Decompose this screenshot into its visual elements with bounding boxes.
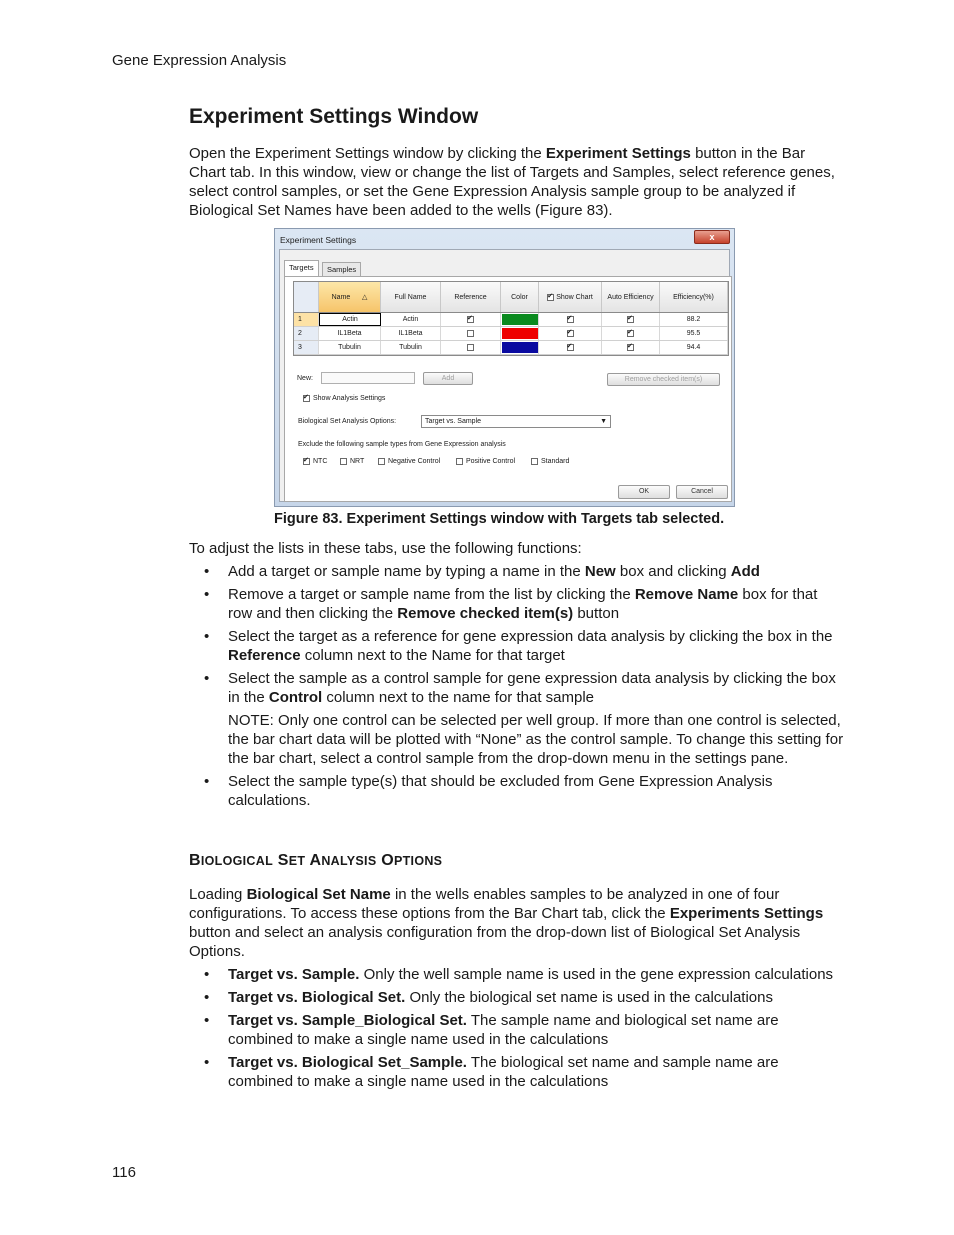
cell-auto-efficiency	[602, 313, 660, 326]
item-text: Remove a target or sample name from the list by clicking the	[228, 586, 635, 603]
col-name-label: Name	[331, 293, 351, 301]
title-part: O	[381, 852, 394, 869]
figure-caption: Figure 83. Experiment Settings window with Targets tab selected.	[274, 511, 725, 527]
cell-color	[501, 341, 539, 354]
show-analysis-checkbox[interactable]	[303, 395, 310, 402]
window-titlebar	[275, 229, 734, 249]
item-keyword: Target vs. Biological Set_Sample.	[228, 1054, 467, 1071]
item-text: Add a target or sample name by typing a name in the	[228, 563, 585, 580]
bullet-glyph: •	[204, 586, 210, 603]
para-keyword: Experiments Settings	[669, 905, 824, 922]
col-header-auto-efficiency[interactable]: Auto Efficiency	[602, 282, 660, 312]
show-chart-all-checkbox[interactable]	[547, 294, 554, 301]
exclude-option-ntc[interactable]	[303, 458, 327, 465]
color-swatch[interactable]	[502, 328, 538, 339]
section-title: Experiment Settings Window	[189, 105, 479, 128]
options-list	[189, 965, 844, 1095]
table-row[interactable]	[294, 341, 728, 355]
item-text: Only the well sample name is used in the gene expression calculations	[359, 966, 834, 983]
new-name-input[interactable]	[321, 372, 415, 384]
functions-list	[189, 562, 844, 814]
list-item	[189, 585, 844, 623]
row-index[interactable]: 1	[294, 313, 319, 326]
show-analysis-label: Show Analysis Settings	[313, 395, 386, 402]
exclude-label: Exclude the following sample types from Gene Expression analysis	[298, 441, 506, 448]
close-icon[interactable]: x	[694, 230, 730, 244]
cancel-button[interactable]: Cancel	[676, 485, 728, 499]
bullet-glyph: •	[204, 563, 210, 580]
bullet-glyph: •	[204, 773, 210, 790]
show-analysis-settings-option[interactable]	[303, 395, 385, 402]
standard-checkbox[interactable]	[531, 458, 538, 465]
row-index[interactable]: 3	[294, 341, 319, 354]
intro-text-2: button in the Bar Chart tab. In this window, view or change the list of Targets and Samples, select reference genes, select control samples, or set the Gene Expression Analysis sample group to be analyzed if Biological Set Names have been added to the wells (Figure 83).	[189, 145, 835, 219]
experiment-settings-window	[274, 228, 735, 507]
title-part: ET	[288, 854, 306, 868]
subsection-title	[189, 852, 442, 870]
negative-control-label: Negative Control	[388, 458, 441, 465]
item-text: box and clicking	[615, 563, 731, 580]
cell-full-name[interactable]: Actin	[381, 313, 441, 326]
auto-efficiency-checkbox[interactable]	[627, 316, 634, 323]
reference-checkbox[interactable]	[467, 330, 474, 337]
list-item	[189, 772, 844, 810]
cell-efficiency[interactable]: 88.2	[660, 313, 728, 326]
bio-set-paragraph	[189, 885, 844, 961]
item-text: Select the sample as a control sample for gene expression data analysis by clicking the box in the	[228, 670, 836, 706]
list-item	[189, 562, 844, 581]
item-text: button	[573, 605, 620, 622]
nrt-checkbox[interactable]	[340, 458, 347, 465]
table-row[interactable]	[294, 313, 728, 327]
col-header-efficiency[interactable]: Efficiency(%)	[660, 282, 728, 312]
item-keyword: Remove Name	[634, 586, 739, 603]
cell-auto-efficiency	[602, 341, 660, 354]
col-header-color[interactable]: Color	[501, 282, 539, 312]
exclude-option-negative-control[interactable]	[378, 458, 440, 465]
list-item	[189, 1053, 844, 1091]
tab-targets[interactable]: Targets	[284, 260, 319, 277]
title-part: IOLOGICAL	[200, 854, 273, 868]
cell-name[interactable]: IL1Beta	[319, 327, 381, 340]
item-keyword: Target vs. Biological Set.	[228, 989, 406, 1006]
exclude-option-standard[interactable]	[531, 458, 569, 465]
grid-header	[294, 282, 728, 313]
new-label: New:	[297, 375, 313, 382]
ntc-checkbox[interactable]	[303, 458, 310, 465]
cell-name[interactable]: Tubulin	[319, 341, 381, 354]
window-title: Experiment Settings	[280, 235, 357, 245]
cell-reference	[441, 313, 501, 326]
item-keyword: Add	[730, 563, 760, 580]
item-keyword: Remove checked item(s)	[397, 605, 574, 622]
bullet-glyph: •	[204, 966, 210, 983]
remove-checked-button[interactable]: Remove checked item(s)	[607, 373, 720, 386]
item-text: column next to the Name for that target	[300, 647, 565, 664]
title-part: B	[189, 852, 201, 869]
bio-set-options-dropdown[interactable]	[421, 415, 611, 428]
cell-auto-efficiency	[602, 327, 660, 340]
page-number: 116	[112, 1164, 136, 1181]
tab-samples[interactable]: Samples	[322, 262, 361, 277]
reference-checkbox[interactable]	[467, 344, 474, 351]
title-part: NALYSIS	[321, 854, 377, 868]
show-chart-checkbox[interactable]	[567, 316, 574, 323]
intro-text: Open the Experiment Settings window by clicking the	[189, 145, 546, 162]
color-swatch[interactable]	[502, 314, 538, 325]
intro-keyword: Experiment Settings	[545, 145, 691, 162]
negative-control-checkbox[interactable]	[378, 458, 385, 465]
running-header: Gene Expression Analysis	[112, 52, 287, 69]
item-keyword: New	[584, 563, 616, 580]
item-text: column next to the name for that sample	[322, 689, 595, 706]
list-item	[189, 965, 844, 984]
cell-efficiency[interactable]: 94.4	[660, 341, 728, 354]
col-header-full-name[interactable]: Full Name	[381, 282, 441, 312]
bullet-glyph: •	[204, 628, 210, 645]
cell-name[interactable]: Actin	[319, 313, 381, 326]
row-index[interactable]: 2	[294, 327, 319, 340]
exclude-option-positive-control[interactable]	[456, 458, 515, 465]
title-part: PTIONS	[393, 854, 443, 868]
para-keyword: Biological Set Name	[246, 886, 391, 903]
list-item	[189, 669, 844, 768]
item-text: The sample name and biological set name are combined to make a single name used in the calculations	[228, 1012, 779, 1048]
ok-button[interactable]: OK	[618, 485, 670, 499]
list-item	[189, 1011, 844, 1049]
cell-efficiency[interactable]: 95.5	[660, 327, 728, 340]
para-text: Loading	[189, 886, 247, 903]
window-body	[279, 249, 730, 502]
positive-control-checkbox[interactable]	[456, 458, 463, 465]
add-button[interactable]: Add	[423, 372, 473, 385]
item-text: The biological set name and sample name are combined to make a single name used in the calculations	[228, 1054, 779, 1090]
col-header-show-chart[interactable]	[539, 282, 602, 312]
title-part: A	[309, 852, 322, 869]
auto-efficiency-checkbox[interactable]	[627, 344, 634, 351]
bullet-glyph: •	[204, 1054, 210, 1071]
item-keyword: Target vs. Sample.	[228, 966, 360, 983]
standard-label: Standard	[541, 458, 570, 465]
item-text: box for that row and then clicking the	[228, 586, 818, 622]
bio-set-options-label: Biological Set Analysis Options:	[298, 418, 397, 425]
title-part: S	[277, 852, 289, 869]
exclude-option-nrt[interactable]	[340, 458, 364, 465]
bullet-glyph: •	[204, 989, 210, 1006]
targets-panel	[284, 276, 732, 502]
cell-color	[501, 327, 539, 340]
bullet-glyph: •	[204, 670, 210, 687]
color-swatch[interactable]	[502, 342, 538, 353]
intro-paragraph	[189, 144, 844, 220]
cell-color	[501, 313, 539, 326]
cell-reference	[441, 341, 501, 354]
item-keyword: Control	[268, 689, 323, 706]
cell-show-chart	[539, 313, 602, 326]
auto-efficiency-checkbox[interactable]	[627, 330, 634, 337]
adjust-intro: To adjust the lists in these tabs, use the following functions:	[189, 540, 582, 557]
cell-full-name[interactable]: Tubulin	[381, 341, 441, 354]
ntc-label: NTC	[313, 458, 328, 465]
cell-show-chart	[539, 327, 602, 340]
col-header-reference[interactable]: Reference	[441, 282, 501, 312]
item-text: Only the biological set name is used in the calculations	[405, 989, 773, 1006]
bio-set-selected-value: Target vs. Sample	[425, 418, 482, 425]
targets-grid	[293, 281, 729, 356]
sort-asc-icon: △	[361, 294, 368, 301]
positive-control-label: Positive Control	[466, 458, 516, 465]
list-item	[189, 988, 844, 1007]
bullet-glyph: •	[204, 1012, 210, 1029]
note-text: NOTE: Only one control can be selected per well group. If more than one control is selected, the bar chart data will be plotted with “None” as the control sample. To change this setting for the bar chart, select a control sample from the drop-down menu in the settings pane.	[228, 712, 844, 767]
col-show-chart-label: Show Chart	[556, 293, 593, 301]
nrt-label: NRT	[350, 458, 365, 465]
dropdown-arrow-icon: ▼	[600, 418, 607, 425]
show-chart-checkbox[interactable]	[567, 344, 574, 351]
col-header-name[interactable]	[319, 282, 381, 312]
cell-show-chart	[539, 341, 602, 354]
para-text: in the wells enables samples to be analyzed in one of four configurations. To access these options from the Bar Chart tab, click the	[189, 886, 780, 922]
item-text: Select the sample type(s) that should be excluded from Gene Expression Analysis calculations.	[228, 773, 773, 809]
para-text: button and select an analysis configuration from the drop-down list of Biological Set Analysis Options.	[189, 924, 801, 960]
reference-checkbox[interactable]	[467, 316, 474, 323]
table-row[interactable]	[294, 327, 728, 341]
cell-full-name[interactable]: IL1Beta	[381, 327, 441, 340]
item-keyword: Target vs. Sample_Biological Set.	[228, 1012, 467, 1029]
show-chart-checkbox[interactable]	[567, 330, 574, 337]
item-keyword: Reference	[228, 647, 301, 664]
item-text: Select the target as a reference for gene expression data analysis by clicking the box in the	[228, 628, 833, 645]
corner-cell	[294, 282, 319, 312]
cell-reference	[441, 327, 501, 340]
list-item	[189, 627, 844, 665]
